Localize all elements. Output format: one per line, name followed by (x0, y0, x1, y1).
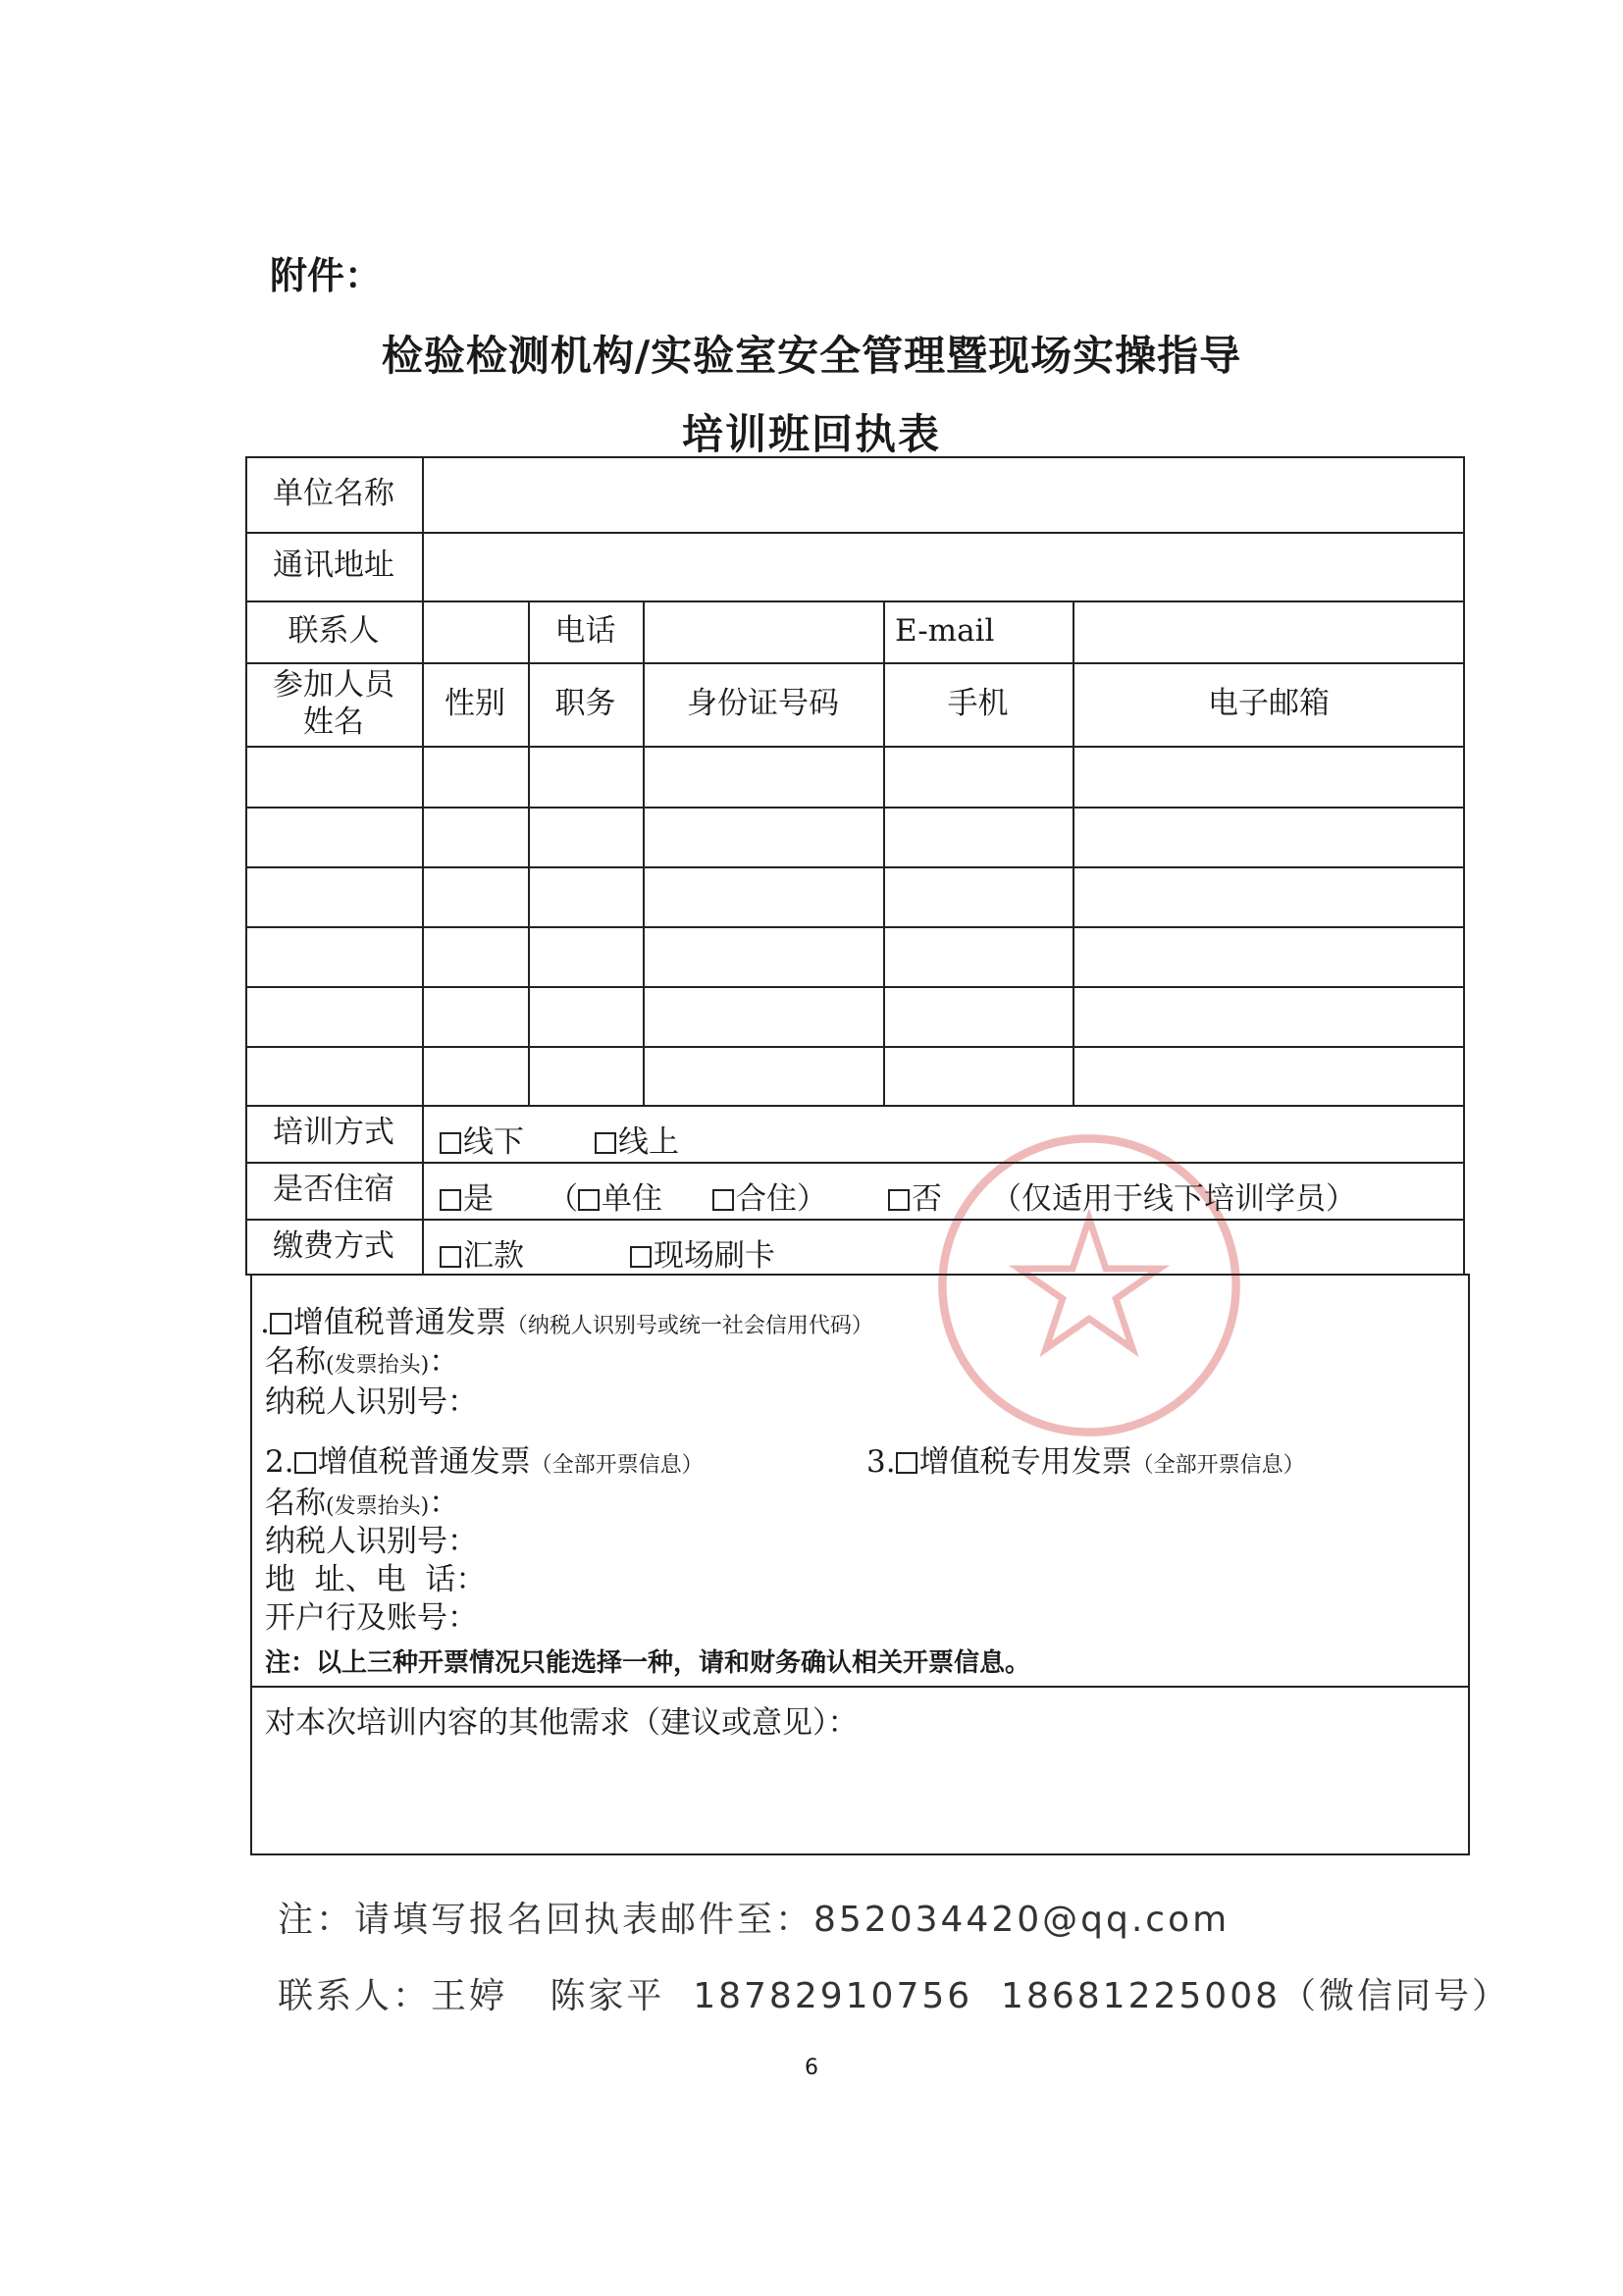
invoice2-taxid-line: 纳税人识别号： (265, 1524, 478, 1559)
participant-cell[interactable] (885, 868, 1071, 924)
invoice-option-3[interactable]: 3. 增值税专用发票（全部开票信息） (866, 1444, 1305, 1480)
org-name-label: 单位名称 (273, 475, 394, 511)
checkbox-icon[interactable] (630, 1246, 652, 1268)
participant-cell[interactable] (645, 988, 881, 1044)
participant-cell[interactable] (247, 1048, 420, 1103)
invoice2-address-phone-line: 地 址、电 话： (265, 1562, 487, 1597)
participant-cell[interactable] (247, 748, 420, 805)
email-field[interactable] (1074, 602, 1463, 660)
invoice2-bank-line: 开户行及账号： (265, 1600, 478, 1636)
training-mode-label: 培训方式 (273, 1115, 394, 1151)
participant-cell[interactable] (247, 809, 420, 864)
accommodation-yes-option[interactable]: 是 (440, 1174, 494, 1218)
accommodation-label: 是否住宿 (273, 1172, 394, 1208)
phone-label: 电话 (554, 612, 616, 649)
invoice1-taxid-line: 纳税人识别号： (265, 1384, 478, 1420)
participant-cell[interactable] (1074, 928, 1463, 984)
participant-cell[interactable] (424, 988, 526, 1044)
header-mobile: 手机 (947, 685, 1009, 721)
participant-cell[interactable] (247, 868, 420, 924)
contact-label: 联系人 (288, 612, 380, 649)
participant-cell[interactable] (1074, 1048, 1463, 1103)
payment-label: 缴费方式 (273, 1228, 394, 1265)
participant-cell[interactable] (1074, 988, 1463, 1044)
participant-cell[interactable] (530, 988, 641, 1044)
checkbox-icon[interactable] (294, 1452, 316, 1474)
participant-cell[interactable] (1074, 868, 1463, 924)
payment-transfer-option[interactable]: 汇款 (440, 1230, 524, 1275)
address-field[interactable] (424, 534, 1463, 599)
participant-cell[interactable] (424, 748, 526, 805)
header-position: 职务 (554, 685, 616, 721)
participant-cell[interactable] (530, 748, 641, 805)
participant-cell[interactable] (247, 928, 420, 984)
invoice2-name-line: 名称(发票抬头)： (265, 1486, 460, 1521)
participant-cell[interactable] (530, 868, 641, 924)
participant-cell[interactable] (885, 748, 1071, 805)
participant-cell[interactable] (645, 748, 881, 805)
training-online-option[interactable]: 线上 (595, 1117, 679, 1161)
form-title-line1: 检验检测机构/实验室安全管理暨现场实操指导 (381, 332, 1242, 380)
participant-cell[interactable] (530, 1048, 641, 1103)
participant-cell[interactable] (885, 1048, 1071, 1103)
participant-cell[interactable] (1074, 809, 1463, 864)
form-title-line2: 培训班回执表 (681, 410, 941, 458)
header-name: 参加人员 姓名 (273, 667, 394, 740)
header-id-number: 身份证号码 (687, 685, 839, 721)
participant-cell[interactable] (885, 988, 1071, 1044)
participant-cell[interactable] (885, 928, 1071, 984)
attachment-label: 附件： (270, 254, 383, 297)
phone-field[interactable] (645, 602, 881, 660)
participant-cell[interactable] (645, 1048, 881, 1103)
address-label: 通讯地址 (273, 548, 394, 584)
checkbox-icon[interactable] (888, 1189, 910, 1211)
header-email: 电子邮箱 (1208, 685, 1330, 721)
participant-cell[interactable] (424, 809, 526, 864)
checkbox-icon[interactable] (578, 1189, 600, 1211)
participant-cell[interactable] (424, 1048, 526, 1103)
header-gender: 性别 (445, 685, 505, 721)
checkbox-icon[interactable] (896, 1452, 917, 1474)
participant-cell[interactable] (645, 809, 881, 864)
email-label: E-mail (895, 612, 995, 649)
checkbox-icon[interactable] (595, 1132, 616, 1154)
accommodation-no-option[interactable]: 否 (888, 1174, 942, 1218)
page-number: 6 (805, 2056, 818, 2080)
checkbox-icon[interactable] (440, 1189, 461, 1211)
participant-cell[interactable] (530, 809, 641, 864)
participant-cell[interactable] (1074, 748, 1463, 805)
participant-cell[interactable] (247, 988, 420, 1044)
footer-email-note: 注：请填写报名回执表邮件至：852034420@qq.com (278, 1900, 1230, 1940)
accommodation-shared-option[interactable]: 合住） (712, 1174, 827, 1218)
checkbox-icon[interactable] (270, 1313, 291, 1334)
participant-cell[interactable] (645, 928, 881, 984)
participant-cell[interactable] (645, 868, 881, 924)
participant-cell[interactable] (424, 928, 526, 984)
invoice1-name-line: 名称(发票抬头)： (265, 1344, 460, 1380)
participant-cell[interactable] (530, 928, 641, 984)
participant-cell[interactable] (885, 809, 1071, 864)
checkbox-icon[interactable] (712, 1189, 734, 1211)
feedback-field[interactable] (253, 1742, 1467, 1852)
feedback-label: 对本次培训内容的其他需求（建议或意见）： (265, 1705, 859, 1741)
invoice-option-1[interactable]: . 增值税普通发票（纳税人识别号或统一社会信用代码） (260, 1305, 873, 1340)
footer-contacts: 联系人：王婷 陈家平 18782910756 18681225008（微信同号） (278, 1976, 1510, 2016)
accommodation-single-option[interactable]: （ 单住 (548, 1181, 662, 1217)
payment-card-option[interactable]: 现场刷卡 (630, 1230, 775, 1275)
accommodation-note: （仅适用于线下培训学员） (991, 1181, 1356, 1217)
invoice-note: 注：以上三种开票情况只能选择一种，请和财务确认相关开票信息。 (265, 1648, 1031, 1678)
contact-field[interactable] (424, 602, 526, 660)
org-name-field[interactable] (424, 458, 1463, 530)
invoice-option-2[interactable]: 2. 增值税普通发票（全部开票信息） (265, 1444, 704, 1480)
checkbox-icon[interactable] (440, 1132, 461, 1154)
participant-cell[interactable] (424, 868, 526, 924)
training-offline-option[interactable]: 线下 (440, 1117, 524, 1161)
checkbox-icon[interactable] (440, 1246, 461, 1268)
